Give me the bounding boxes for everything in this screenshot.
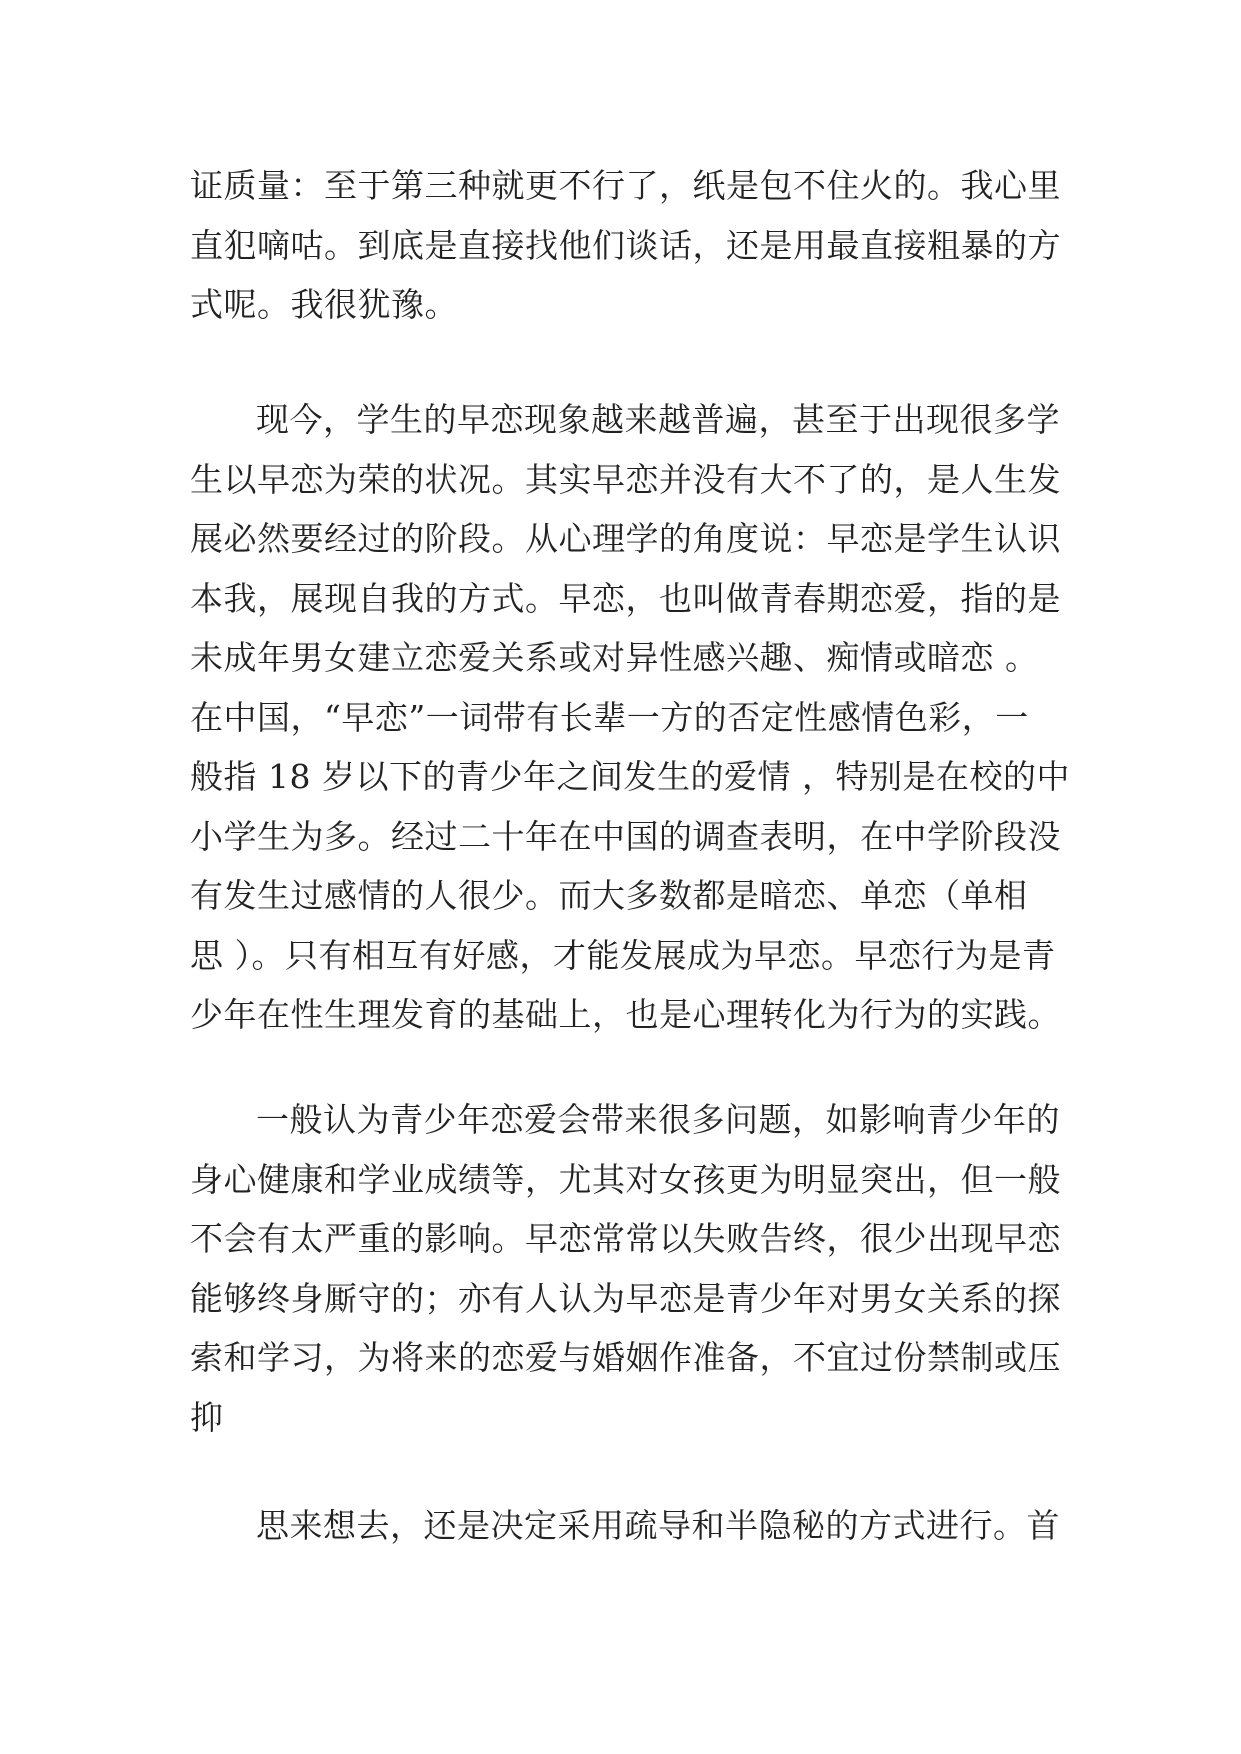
text-line: 抑	[190, 1397, 224, 1437]
text-line: 在中国，“早恋”一词带有长辈一方的否定性感情色彩，一	[190, 697, 1029, 737]
text-line: 现今，学生的早恋现象越来越普遍，甚至于出现很多学	[256, 400, 1060, 439]
text-line: 有发生过感情的人很少。而大多数都是暗恋、单恋（单相	[190, 876, 1028, 915]
text-line: 直犯嘀咕。到底是直接找他们谈话，还是用最直接粗暴的方	[190, 225, 1061, 265]
text-line: 能够终身厮守的；亦有人认为早恋是青少年对男女关系的探	[190, 1278, 1061, 1318]
text-line: 般指 18 岁以下的青少年之间发生的爱情 ，特别是在校的中	[190, 757, 1070, 796]
paragraph-4	[190, 1496, 1065, 1556]
text-line: 式呢。我很犹豫。	[190, 285, 458, 324]
text-line: 未成年男女建立恋爱关系或对异性感兴趣、痴情或暗恋 。	[190, 638, 1039, 677]
paragraph-3	[190, 1090, 1065, 1447]
text-line: 身心健康和学业成绩等，尤其对女孩更为明显突出，但一般	[190, 1159, 1061, 1199]
text-line: 少年在性生理发育的基础上，也是心理转化为行为的实践。	[190, 995, 1061, 1034]
paragraph-1	[190, 156, 1065, 335]
text-line: 思 ）。只有相互有好感，才能发展成为早恋。早恋行为是青	[190, 935, 1056, 975]
text-line: 小学生为多。经过二十年在中国的调查表明，在中学阶段没	[190, 816, 1061, 856]
text-line: 生以早恋为荣的状况。其实早恋并没有大不了的，是人生发	[190, 459, 1061, 499]
text-line: 索和学习，为将来的恋爱与婚姻作准备，不宜过份禁制或压	[190, 1338, 1061, 1377]
text-line: 思来想去，还是决定采用疏导和半隐秘的方式进行。首	[256, 1506, 1060, 1545]
text-line: 展必然要经过的阶段。从心理学的角度说：早恋是学生认识	[190, 519, 1061, 558]
text-line: 不会有太严重的影响。早恋常常以失败告终，很少出现早恋	[190, 1219, 1061, 1258]
text-line: 证质量：至于第三种就更不行了，纸是包不住火的。我心里	[190, 166, 1061, 205]
text-line: 一般认为青少年恋爱会带来很多问题，如影响青少年的	[256, 1100, 1060, 1139]
text-line: 本我，展现自我的方式。早恋，也叫做青春期恋爱，指的是	[190, 578, 1061, 618]
paragraph-2	[190, 390, 1070, 1045]
